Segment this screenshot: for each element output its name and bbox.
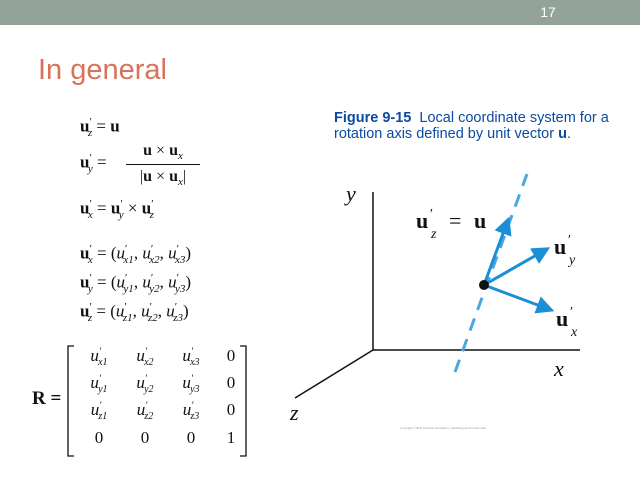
matrix-cell: $u'_{z2}$	[136, 400, 154, 423]
svg-text:y: y	[569, 253, 576, 268]
label-ux-prime	[556, 305, 578, 340]
svg-text:z: z	[431, 227, 437, 242]
svg-text:=: =	[449, 208, 462, 233]
caption-text: Local coordinate system for a rotation axis defined by unit vector	[334, 110, 613, 142]
fraction-denominator: $|u \times u_x|$	[126, 164, 200, 188]
matrix-cell: $u'_{x3}$	[182, 346, 200, 369]
matrix-cell: $u'_{y1}$	[90, 373, 108, 396]
rotation-axis-dashed	[455, 174, 527, 372]
matrix-cell: $u'_{z1}$	[90, 400, 108, 423]
y-axis-label: y	[346, 181, 356, 206]
matrix-cell: $u'_{y2}$	[136, 373, 154, 396]
svg-text:′: ′	[570, 305, 574, 320]
copyright-note: Copyright ©2011 Pearson Education, publishing as Prentice Hall	[400, 426, 486, 430]
matrix-cell: 0	[94, 428, 104, 447]
equation-ux-prime: $u'_x = u'_y \times u'_z$	[80, 198, 154, 222]
svg-text:u: u	[554, 234, 567, 259]
origin-point	[479, 280, 489, 290]
svg-text:u: u	[474, 208, 487, 233]
label-uy-prime	[554, 233, 576, 268]
matrix-cell: $u'_{x1}$	[90, 346, 108, 369]
z-axis-line	[295, 350, 373, 398]
matrix-cell: 0	[140, 428, 150, 447]
slide-title: In general	[38, 54, 167, 86]
uz-prime-arrow	[484, 220, 508, 285]
svg-text:x: x	[571, 325, 578, 340]
matrix-cell: 0	[186, 428, 196, 447]
equation-uy-components: $u'_y = (u'_{y1}$, $u'_{y2}$, $u'_{y3}$)	[80, 272, 192, 296]
caption-end: .	[566, 126, 571, 142]
label-uz-prime	[416, 207, 486, 242]
caption-bold-word: u	[558, 126, 567, 142]
matrix-lhs: R =	[32, 388, 62, 409]
slide-number: 17	[540, 4, 556, 20]
z-axis-label: z	[290, 400, 299, 425]
x-axis-label: x	[554, 356, 564, 381]
matrix-cell: $u'_{z3}$	[182, 400, 200, 423]
svg-text:′: ′	[430, 207, 434, 222]
matrix-cell: $u'_{y3}$	[182, 373, 200, 396]
equation-uz-components: $u'_z = (u'_{z1}$, $u'_{z2}$, $u'_{z3}$)	[80, 301, 189, 325]
svg-text:′: ′	[568, 233, 572, 248]
svg-text:u: u	[416, 208, 429, 233]
matrix-cell: 0	[226, 373, 236, 392]
matrix-cell: 1	[226, 428, 236, 447]
fraction-numerator: $u \times u_x$	[143, 142, 183, 163]
ux-prime-arrow	[484, 285, 551, 310]
equation-uy-prime-lhs: $u'_y$ =	[80, 152, 107, 176]
matrix-cell: 0	[226, 400, 236, 419]
matrix-cell: $u'_{x2}$	[136, 346, 154, 369]
equation-ux-components: $u'_x = (u'_{x1}$, $u'_{x2}$, $u'_{x3}$)	[80, 243, 192, 267]
matrix-cell: 0	[226, 346, 236, 365]
svg-text:u: u	[556, 306, 569, 331]
caption-label: Figure 9-15	[334, 110, 412, 126]
equation-uz-prime: $u'_z = u$	[80, 116, 120, 140]
